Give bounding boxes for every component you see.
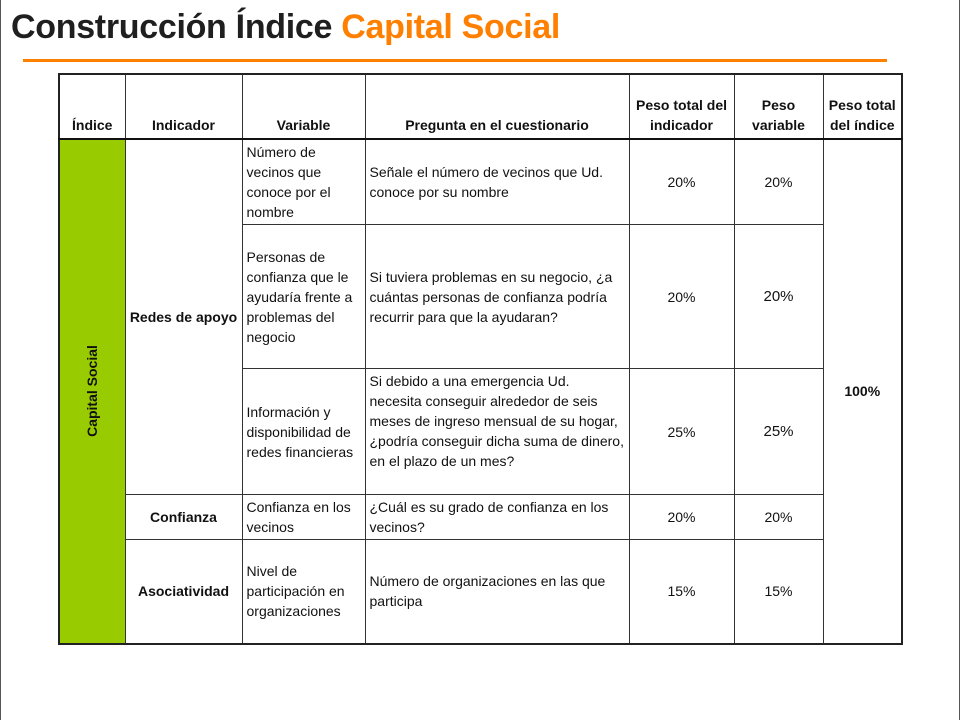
question-cell: Señale el número de vecinos que Ud. conoce por su nombre: [365, 139, 629, 225]
indicator-redes: Redes de apoyo: [125, 139, 242, 495]
header-peso-variable: Peso variable: [734, 74, 823, 139]
variable-cell: Nivel de participación en organizaciones: [242, 540, 365, 644]
indicator-asociatividad: Asociatividad: [125, 540, 242, 644]
header-variable: Variable: [242, 74, 365, 139]
header-pregunta: Pregunta en el cuestionario: [365, 74, 629, 139]
peso-indicador-cell: 20%: [629, 495, 734, 540]
table-row: [59, 139, 902, 225]
table-row: [59, 495, 902, 540]
header-peso-indicador: Peso total del indicador: [629, 74, 734, 139]
peso-indicador-cell: 25%: [629, 369, 734, 495]
peso-variable-cell: 25%: [734, 369, 823, 495]
peso-variable-cell: 15%: [734, 540, 823, 644]
peso-variable-cell: 20%: [734, 225, 823, 369]
index-total-cell: 100%: [823, 139, 902, 644]
table-header-row: [59, 74, 902, 139]
title-accent-text: Capital Social: [341, 8, 561, 46]
variable-cell: Información y disponibilidad de redes financieras: [242, 369, 365, 495]
page-title: [11, 8, 560, 47]
header-indice: Índice: [59, 74, 125, 139]
header-indicador: Indicador: [125, 74, 242, 139]
peso-variable-cell: 20%: [734, 495, 823, 540]
variable-cell: Personas de confianza que le ayudaría frente a problemas del negocio: [242, 225, 365, 369]
peso-indicador-cell: 20%: [629, 225, 734, 369]
title-text: Construcción Índice: [11, 8, 342, 46]
peso-variable-cell: 20%: [734, 139, 823, 225]
question-cell: Si debido a una emergencia Ud. necesita conseguir alrededor de seis meses de ingreso mensual de su hogar, ¿podría conseguir dicha suma de dinero, en el plazo de un mes?: [365, 369, 629, 495]
question-cell: Si tuviera problemas en su negocio, ¿a cuántas personas de confianza podría recurrir para que la ayudaran?: [365, 225, 629, 369]
question-cell: ¿Cuál es su grado de confianza en los vecinos?: [365, 495, 629, 540]
index-construction-table: [58, 73, 903, 645]
index-name: Capital Social: [84, 345, 101, 438]
table-row: [59, 540, 902, 644]
title-underline: [23, 59, 887, 62]
variable-cell: Confianza en los vecinos: [242, 495, 365, 540]
index-cell: [59, 139, 125, 644]
indicator-confianza: Confianza: [125, 495, 242, 540]
variable-cell: Número de vecinos que conoce por el nombre: [242, 139, 365, 225]
peso-indicador-cell: 15%: [629, 540, 734, 644]
question-cell: Número de organizaciones en las que participa: [365, 540, 629, 644]
peso-indicador-cell: 20%: [629, 139, 734, 225]
header-peso-indice: Peso total del índice: [823, 74, 902, 139]
